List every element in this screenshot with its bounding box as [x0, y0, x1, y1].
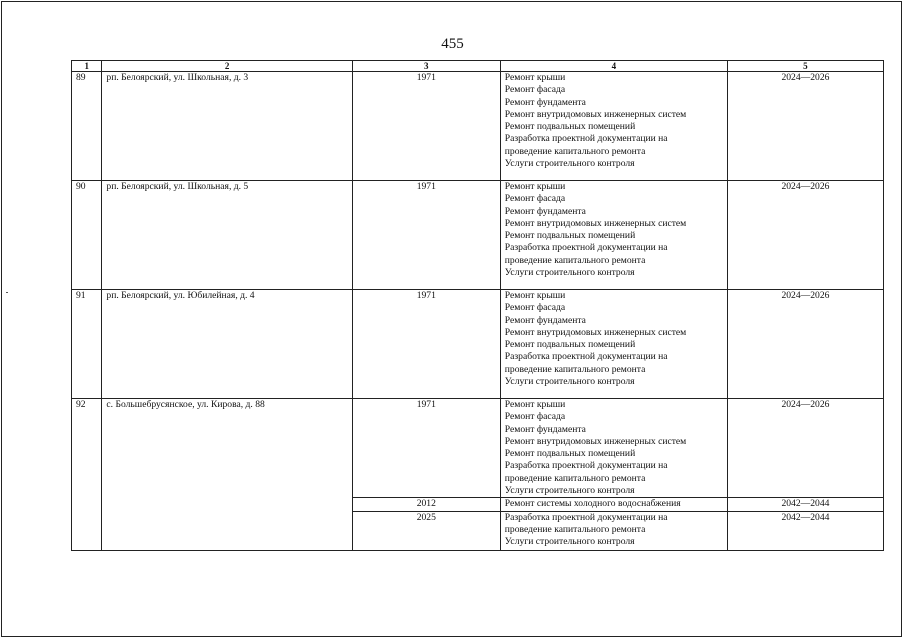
work-item: Ремонт фундамента — [504, 205, 586, 217]
row-year: 1971 — [352, 290, 500, 399]
header-col-3: 3 — [352, 61, 500, 72]
work-item: проведение капитального ремонта — [504, 254, 646, 266]
table-row — [72, 72, 884, 181]
work-item: Ремонт крыши — [504, 181, 566, 192]
work-item: проведение капитального ремонта — [504, 145, 646, 157]
work-item: Ремонт фундамента — [504, 96, 586, 108]
header-row — [72, 61, 884, 72]
row-address: рп. Белоярский, ул. Школьная, д. 5 — [102, 181, 352, 290]
subrow-period: 2042—2044 — [727, 511, 883, 550]
row-address: с. Большебрусянское, ул. Кирова, д. 88 — [102, 399, 352, 551]
row-number: 90 — [72, 181, 102, 290]
table-row — [72, 399, 884, 498]
work-item: Ремонт внутридомовых инженерных систем — [504, 217, 687, 229]
work-item: Ремонт системы холодного водоснабжения — [504, 498, 681, 510]
scan-speck — [6, 292, 8, 293]
row-year: 1971 — [352, 72, 500, 181]
table-row — [72, 181, 884, 290]
work-item: Услуги строительного контроля — [504, 267, 635, 279]
work-item: Ремонт фасада — [504, 302, 566, 314]
work-item: Ремонт фасада — [504, 411, 566, 423]
subrow-year: 2012 — [352, 498, 500, 511]
work-item: проведение капитального ремонта — [504, 523, 646, 535]
work-item: проведение капитального ремонта — [504, 363, 646, 375]
work-item: Ремонт подвальных помещений — [504, 230, 636, 242]
work-item: Услуги строительного контроля — [504, 376, 635, 388]
row-works — [500, 399, 727, 498]
work-item: Разработка проектной документации на — [504, 511, 668, 523]
row-works — [500, 290, 727, 399]
subrow-works — [500, 511, 727, 550]
work-item: Ремонт подвальных помещений — [504, 339, 636, 351]
work-item: Ремонт подвальных помещений — [504, 121, 636, 133]
header-col-2: 2 — [102, 61, 352, 72]
row-period: 2024—2026 — [727, 181, 883, 290]
page-number: 455 — [441, 36, 464, 52]
header-col-5: 5 — [727, 61, 883, 72]
subrow-works — [500, 498, 727, 511]
subrow-year: 2025 — [352, 511, 500, 550]
row-period: 2024—2026 — [727, 290, 883, 399]
work-item: проведение капитального ремонта — [504, 472, 646, 484]
work-item: Услуги строительного контроля — [504, 158, 635, 170]
work-item: Ремонт фундамента — [504, 314, 586, 326]
row-address: рп. Белоярский, ул. Юбилейная, д. 4 — [102, 290, 352, 399]
row-works — [500, 181, 727, 290]
table-row — [72, 290, 884, 399]
header-col-1: 1 — [72, 61, 102, 72]
subrow-period: 2042—2044 — [727, 498, 883, 511]
row-year: 1971 — [352, 399, 500, 498]
work-item: Ремонт фасада — [504, 84, 566, 96]
work-item: Ремонт внутридомовых инженерных систем — [504, 326, 687, 338]
work-item: Ремонт подвальных помещений — [504, 448, 636, 460]
row-number: 91 — [72, 290, 102, 399]
row-period: 2024—2026 — [727, 72, 883, 181]
work-item: Ремонт крыши — [504, 72, 566, 83]
row-works — [500, 72, 727, 181]
work-item: Разработка проектной документации на — [504, 351, 668, 363]
work-item: Ремонт крыши — [504, 290, 566, 301]
row-number: 92 — [72, 399, 102, 551]
work-item: Ремонт внутридомовых инженерных систем — [504, 108, 687, 120]
work-item: Ремонт крыши — [504, 399, 566, 410]
row-period: 2024—2026 — [727, 399, 883, 498]
work-item: Ремонт внутридомовых инженерных систем — [504, 435, 687, 447]
header-col-4: 4 — [500, 61, 727, 72]
row-address: рп. Белоярский, ул. Школьная, д. 3 — [102, 72, 352, 181]
work-item: Разработка проектной документации на — [504, 460, 668, 472]
row-number: 89 — [72, 72, 102, 181]
work-item: Услуги строительного контроля — [504, 536, 635, 548]
work-item: Ремонт фасада — [504, 193, 566, 205]
row-year: 1971 — [352, 181, 500, 290]
work-item: Услуги строительного контроля — [504, 485, 635, 497]
work-item: Разработка проектной документации на — [504, 133, 668, 145]
repair-schedule-table — [71, 60, 884, 551]
work-item: Ремонт фундамента — [504, 423, 586, 435]
work-item: Разработка проектной документации на — [504, 242, 668, 254]
